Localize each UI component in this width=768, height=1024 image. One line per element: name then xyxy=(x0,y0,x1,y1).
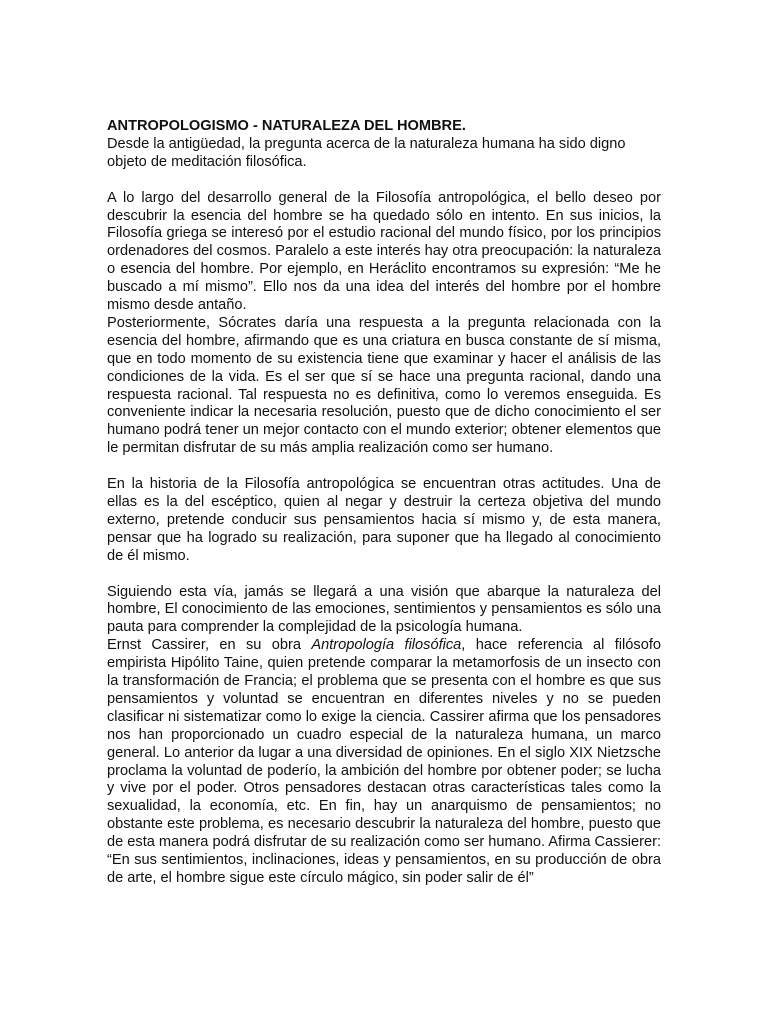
cassirer-intro-text: Ernst Cassirer, en su obra xyxy=(107,637,312,654)
intro-paragraph: Desde la antigüedad, la pregunta acerca de la naturaleza humana ha sido digno objeto de meditación filosófica. xyxy=(107,135,626,170)
paragraph-via: Siguiendo esta vía, jamás se llegará a una visión que abarque la naturaleza del hombre, El conocimiento de las emociones, sentimientos y pensamientos es sólo una pauta para comprender la complejidad de la psicología humana. xyxy=(107,583,661,636)
document-page xyxy=(107,118,661,888)
paragraph-socrates: Posteriormente, Sócrates daría una respuesta a la pregunta relacionada con la esencia del hombre, afirmando que es una criatura en busca constante de sí misma, que en todo momento de su existencia tiene que examinar y hacer el análisis de las condiciones de la vida. Es el ser que sí se hace una pregunta racional, dando una respuesta racional. Tal respuesta no es definitiva, como lo veremos enseguida. Es conveniente indicar la necesaria resolución, puesto que de dicho conocimiento el ser humano podrá tener un mejor contacto con el mundo exterior; obtener elementos que le permitan disfrutar de su más amplia realización como ser humano. xyxy=(107,314,661,457)
cassirer-body-text: , hace referencia al filósofo empirista Hipólito Taine, quien pretende comparar la metamorfosis de un insecto con la transformación de Francia; el problema que se presenta con el hombre es que sus pensamientos y voluntad se encuentran en diferentes niveles y no se pueden clasificar ni sistematizar como lo exige la ciencia. Cassirer afirma que los pensadores nos han proporcionado un cuadro especial de la naturaleza humana, un marco general. Lo anterior da lugar a una diversidad de opiniones. En el siglo XIX Nietzsche proclama la voluntad de poderío, la ambición del hombre por obtener poder; se lucha y vive por el poder. Otros pensadores destacan otras características tales como la sexualidad, la economía, etc. En fin, hay un anarquismo de pensamientos; no obstante este problema, es necesario descubrir la naturaleza del hombre, puesto que de esta manera podrá disfrutar de su realización como ser humano. Afirma Cassierer: “En sus sentimientos, inclinaciones, ideas y pensamientos, en su producción de obra de arte, el hombre sigue este círculo mágico, sin poder salir de él” xyxy=(107,637,662,887)
paragraph-desarrollo: A lo largo del desarrollo general de la Filosofía antropológica, el bello deseo por descubrir la esencia del hombre se ha quedado sólo en intento. En sus inicios, la Filosofía griega se interesó por el estudio racional del mundo físico, por los principios ordenadores del cosmos. Paralelo a este interés hay otra preocupación: la naturaleza o esencia del hombre. Por ejemplo, en Heráclito encontramos su expresión: “Me he buscado a mí mismo”. Ello nos da una idea del interés del hombre por el hombre mismo desde antaño. xyxy=(107,189,661,314)
paragraph-spacer xyxy=(107,458,661,476)
document-title: ANTROPOLOGISMO - NATURALEZA DEL HOMBRE. xyxy=(107,118,466,134)
paragraph-spacer xyxy=(107,566,661,584)
paragraph-esceptico: En la historia de la Filosofía antropológica se encuentran otras actitudes. Una de ellas es la del escéptico, quien al negar y destruir la certeza objetiva del mundo externo, pretende conducir sus pensamientos hacia sí mismo y, de esta manera, pensar que ha logrado su realización, para suponer que ha llegado al conocimiento de él mismo. xyxy=(107,476,661,564)
book-title-italic: Antropología filosófica xyxy=(311,637,462,654)
paragraph-cassirer xyxy=(107,637,661,888)
paragraph-spacer xyxy=(107,172,661,190)
